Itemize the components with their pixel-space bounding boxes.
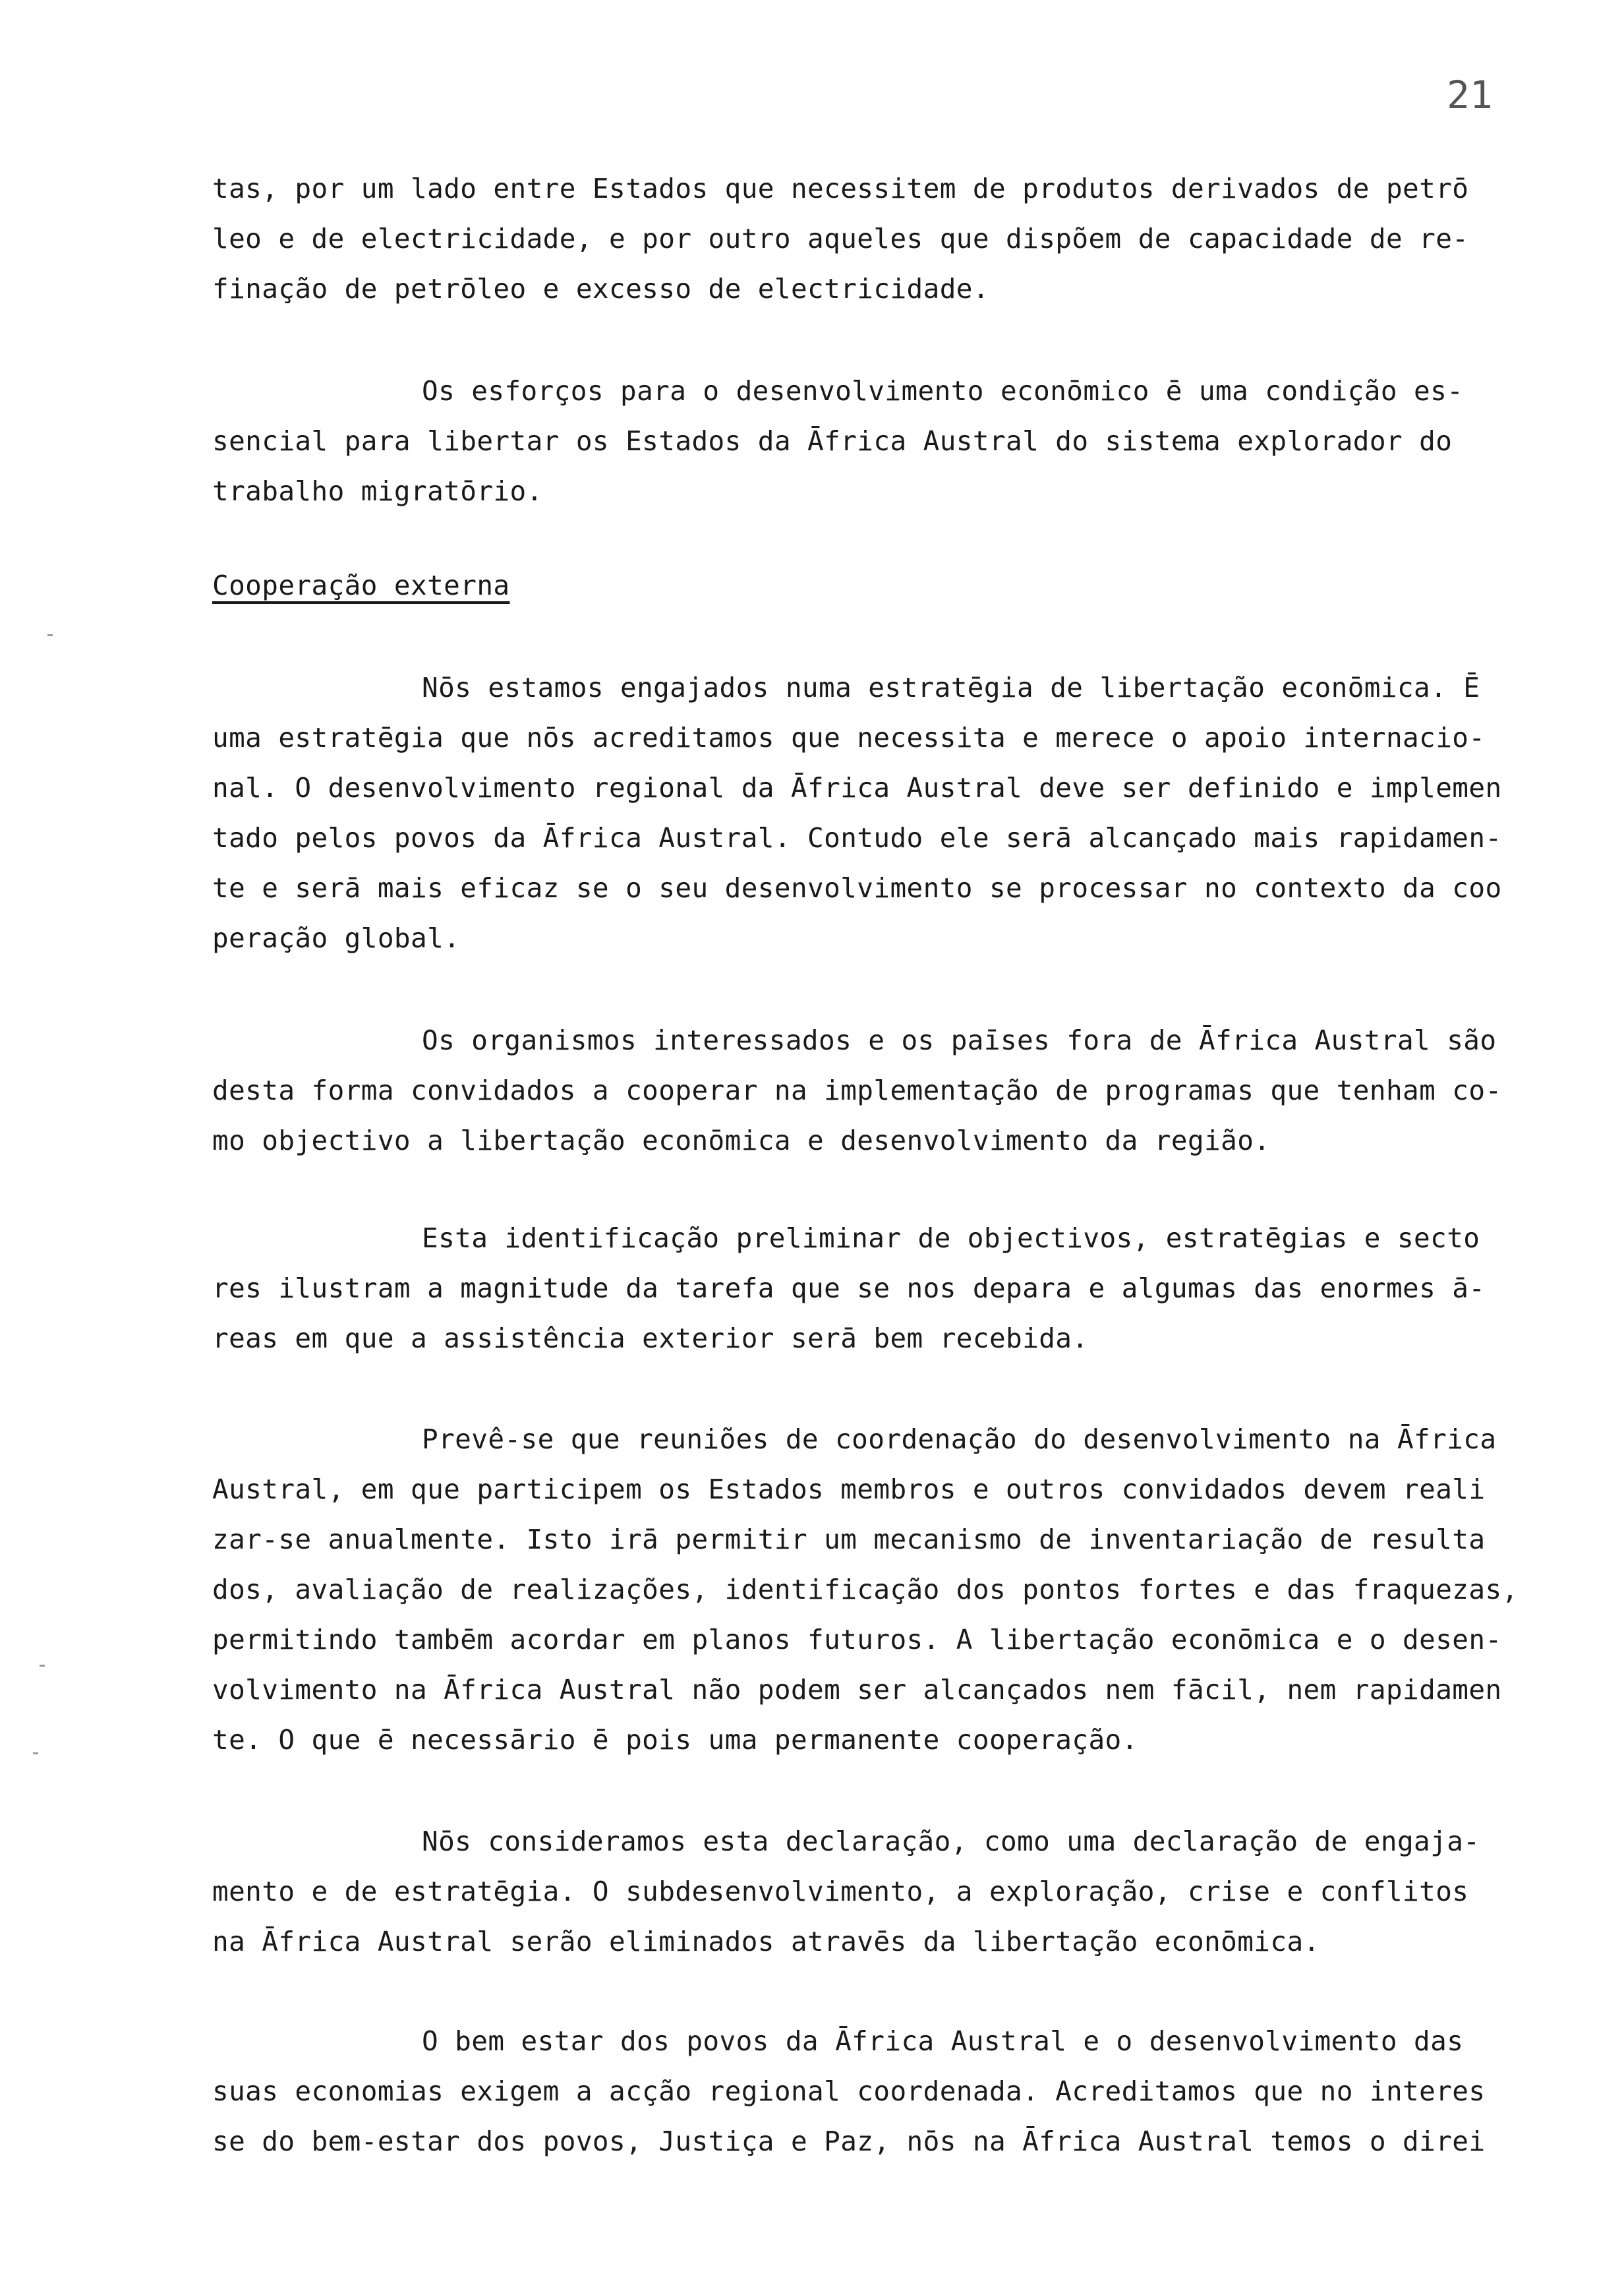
paragraph-1 <box>212 164 1504 314</box>
scan-mark <box>33 1752 38 1754</box>
text-line: uma estratēgia que nōs acreditamos que necessita e merece o apoio internacio- <box>212 722 1486 754</box>
text-line: Prevê-se que reuniões de coordenação do desenvolvimento na Āfrica <box>422 1423 1497 1455</box>
text-line: Os esforços para o desenvolvimento econōmico ē uma condição es- <box>422 375 1464 407</box>
text-line: tado pelos povos da Āfrica Austral. Contudo ele serā alcançado mais rapidamen- <box>212 822 1502 854</box>
text-line: nal. O desenvolvimento regional da Āfrica Austral deve ser definido e implemen <box>212 772 1502 804</box>
text-line: mo objectivo a libertação econōmica e desenvolvimento da região. <box>212 1125 1271 1156</box>
text-line: Austral, em que participem os Estados membros e outros convidados devem reali <box>212 1473 1486 1505</box>
text-line: Os organismos interessados e os paīses fora de Āfrica Austral são <box>422 1025 1497 1056</box>
text-line: se do bem-estar dos povos, Justiça e Paz, nōs na Āfrica Austral temos o direi <box>212 2126 1486 2157</box>
paragraph-6 <box>212 1414 1519 1765</box>
text-line: Nōs consideramos esta declaração, como uma declaração de engaja- <box>422 1826 1480 1857</box>
text-line: dos, avaliação de realizações, identificação dos pontos fortes e das fraquezas, <box>212 1574 1519 1605</box>
text-line: permitindo tambēm acordar em planos futuros. A libertação econōmica e o desen- <box>212 1624 1502 1655</box>
text-line: leo e de electricidade, e por outro aqueles que dispõem de capacidade de re- <box>212 223 1469 254</box>
text-line: finação de petrōleo e excesso de electricidade. <box>212 273 989 305</box>
page-number: 21 <box>1447 73 1493 117</box>
text-line: tas, por um lado entre Estados que necessitem de produtos derivados de petrō <box>212 173 1469 204</box>
text-line: Nōs estamos engajados numa estratēgia de libertação econōmica. Ē <box>422 672 1480 703</box>
text-line: mento e de estratēgia. O subdesenvolvimento, a exploração, crise e conflitos <box>212 1876 1469 1907</box>
text-line: suas economias exigem a acção regional coordenada. Acreditamos que no interes <box>212 2075 1486 2107</box>
scan-mark <box>40 1665 45 1667</box>
paragraph-5 <box>212 1213 1504 1363</box>
text-line: trabalho migratōrio. <box>212 475 543 507</box>
text-line: desta forma convidados a cooperar na implementação de programas que tenham co- <box>212 1075 1502 1106</box>
paragraph-7 <box>212 1816 1504 1967</box>
text-line: sencial para libertar os Estados da Āfrica Austral do sistema explorador do <box>212 425 1453 457</box>
text-line: O bem estar dos povos da Āfrica Austral e o desenvolvimento das <box>422 2025 1464 2057</box>
text-line: reas em que a assistência exterior serā bem recebida. <box>212 1323 1089 1354</box>
text-line: te e serā mais eficaz se o seu desenvolvimento se processar no contexto da coo <box>212 872 1502 904</box>
text-line: na Āfrica Austral serão eliminados atravēs da libertação econōmica. <box>212 1926 1320 1957</box>
paragraph-4 <box>212 1015 1504 1166</box>
scan-mark <box>47 634 53 636</box>
text-line: zar-se anualmente. Isto irā permitir um mecanismo de inventariação de resulta <box>212 1524 1486 1555</box>
text-line: res ilustram a magnitude da tarefa que se nos depara e algumas das enormes ā- <box>212 1272 1486 1304</box>
text-line: Esta identificação preliminar de objectivos, estratēgias e secto <box>422 1222 1480 1254</box>
paragraph-8 <box>212 2016 1504 2166</box>
section-heading: Cooperação externa <box>212 570 510 601</box>
paragraph-3 <box>212 663 1504 963</box>
text-line: peração global. <box>212 922 461 954</box>
text-line: te. O que ē necessārio ē pois uma permanente cooperação. <box>212 1724 1138 1756</box>
paragraph-2 <box>212 366 1504 516</box>
text-line: volvimento na Āfrica Austral não podem ser alcançados nem fācil, nem rapidamen <box>212 1674 1502 1706</box>
